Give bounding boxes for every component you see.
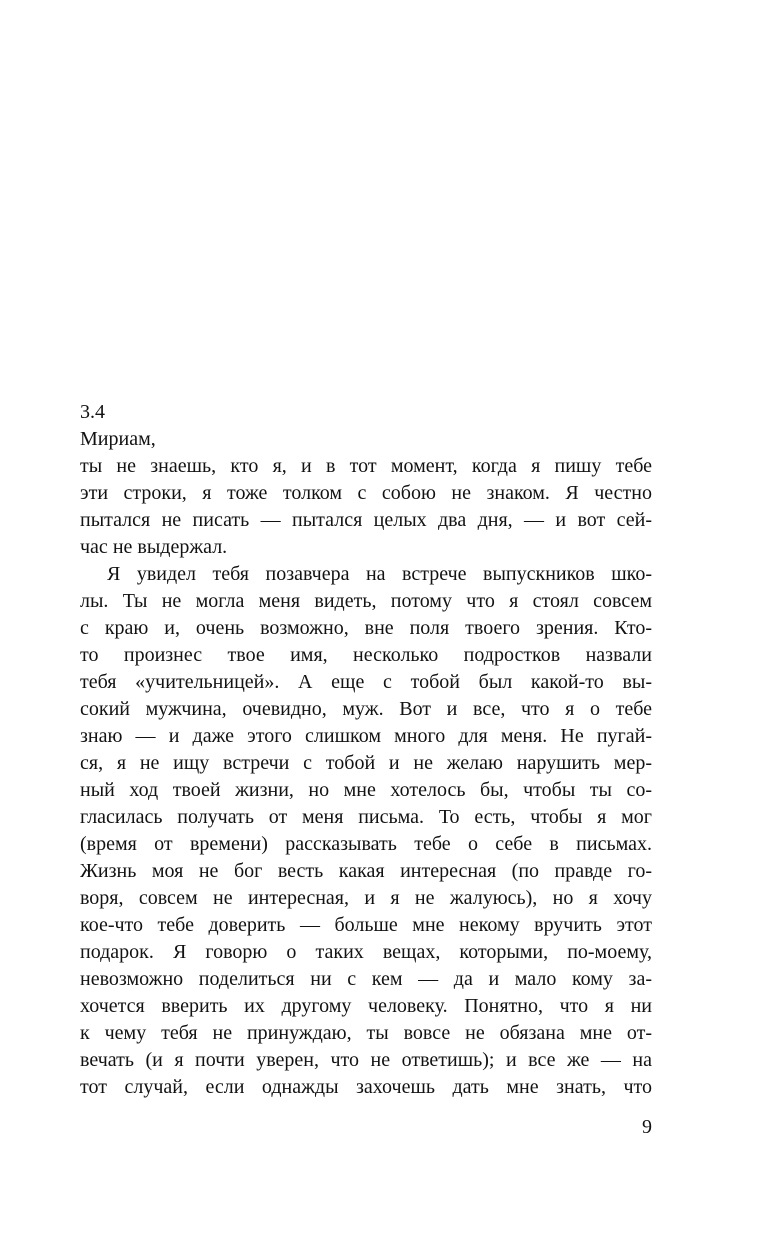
- text-line: то произнес твое имя, несколько подростков назвали: [80, 644, 652, 666]
- text-line: вечать (и я почти уверен, что не ответишь); и все же — на: [80, 1049, 652, 1071]
- text-line: знаю — и даже этого слишком много для меня. Не пугай-: [80, 725, 652, 747]
- salutation: Мириам,: [80, 428, 156, 450]
- page-number: 9: [642, 1116, 652, 1138]
- text-block: [80, 399, 652, 1141]
- text-line: Жизнь моя не бог весть какая интересная (по правде го-: [80, 860, 652, 882]
- text-line: пытался не писать — пытался целых два дня, — и вот сей-: [80, 509, 652, 531]
- text-line: ся, я не ищу встречи с тобой и не желаю нарушить мер-: [80, 752, 652, 774]
- text-line: к чему тебя не принуждаю, ты вовсе не обязана мне от-: [80, 1022, 652, 1044]
- text-line: (время от времени) рассказывать тебе о себе в письмах.: [80, 833, 652, 855]
- text-line: тебя «учительницей». А еще с тобой был какой-то вы-: [80, 671, 652, 693]
- letter-body: [80, 399, 652, 1101]
- text-line: ный ход твоей жизни, но мне хотелось бы, чтобы ты со-: [80, 779, 652, 801]
- text-line: с краю и, очень возможно, вне поля твоего зрения. Кто-: [80, 617, 652, 639]
- text-line: Я увидел тебя позавчера на встрече выпускников шко-: [107, 563, 652, 585]
- text-line: тот случай, если однажды захочешь дать мне знать, что: [80, 1076, 652, 1098]
- text-line: сокий мужчина, очевидно, муж. Вот и все, что я о тебе: [80, 698, 652, 720]
- text-line: лы. Ты не могла меня видеть, потому что я стоял совсем: [80, 590, 652, 612]
- text-line: кое-что тебе доверить — больше мне некому вручить этот: [80, 914, 652, 936]
- section-number: 3.4: [80, 401, 105, 423]
- text-line: воря, совсем не интересная, и я не жалуюсь), но я хочу: [80, 887, 652, 909]
- text-line: эти строки, я тоже толком с собою не знаком. Я честно: [80, 482, 652, 504]
- text-line: невозможно поделиться ни с кем — да и мало кому за-: [80, 968, 652, 990]
- text-line: ты не знаешь, кто я, и в тот момент, когда я пишу тебе: [80, 455, 652, 477]
- text-line: хочется вверить их другому человеку. Понятно, что я ни: [80, 995, 652, 1017]
- text-line: подарок. Я говорю о таких вещах, которыми, по-моему,: [80, 941, 652, 963]
- text-line: час не выдержал.: [80, 536, 228, 558]
- text-line: гласилась получать от меня письма. То есть, чтобы я мог: [80, 806, 652, 828]
